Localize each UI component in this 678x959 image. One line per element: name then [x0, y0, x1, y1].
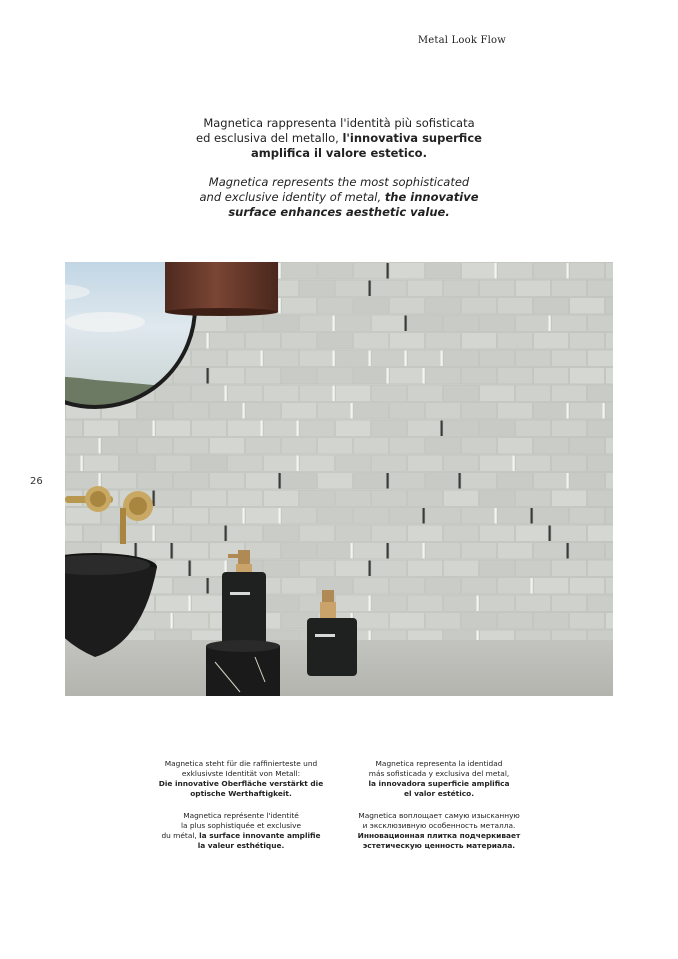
- pendant-lamp: [165, 262, 278, 316]
- intro-english: Magnetica represents the most sophisticated and exclusive identity of metal, the innovative surface enhances aesthetic value.: [199, 175, 479, 219]
- intro-text: [170, 116, 508, 220]
- text-french: Magnetica représente l'identité la plus sophistiquée et exclusive du métal, la surface innovante amplifie la valeur esthétique.: [161, 811, 321, 850]
- multilingual-text: [150, 759, 530, 863]
- column-right: [348, 759, 530, 863]
- intro-italian: Magnetica rappresenta l'identità più sofisticata ed esclusiva del metallo, l'innovativa superfice amplifica il valore estetico.: [196, 116, 482, 160]
- bathroom-photo: [65, 262, 613, 696]
- text-german: Magnetica steht für die raffinierteste und exklusivste Identität von Metall: Die innovative Oberfläche verstärkt die optische Werthaftigkeit.: [158, 759, 324, 798]
- running-header: Metal Look Flow: [417, 35, 506, 46]
- marble-container: [206, 640, 280, 696]
- column-left: [150, 759, 332, 863]
- text-russian: Magnetica воплощает самую изысканную и эксклюзивную особенность металла. Инновационная плитка подчеркивает эстетическую ценность материала.: [357, 811, 521, 850]
- page-number: 26: [30, 476, 43, 487]
- text-spanish: Magnetica representa la identidad más sofisticada y exclusiva del metal, la innovadora superficie amplifica el valor estético.: [368, 759, 510, 798]
